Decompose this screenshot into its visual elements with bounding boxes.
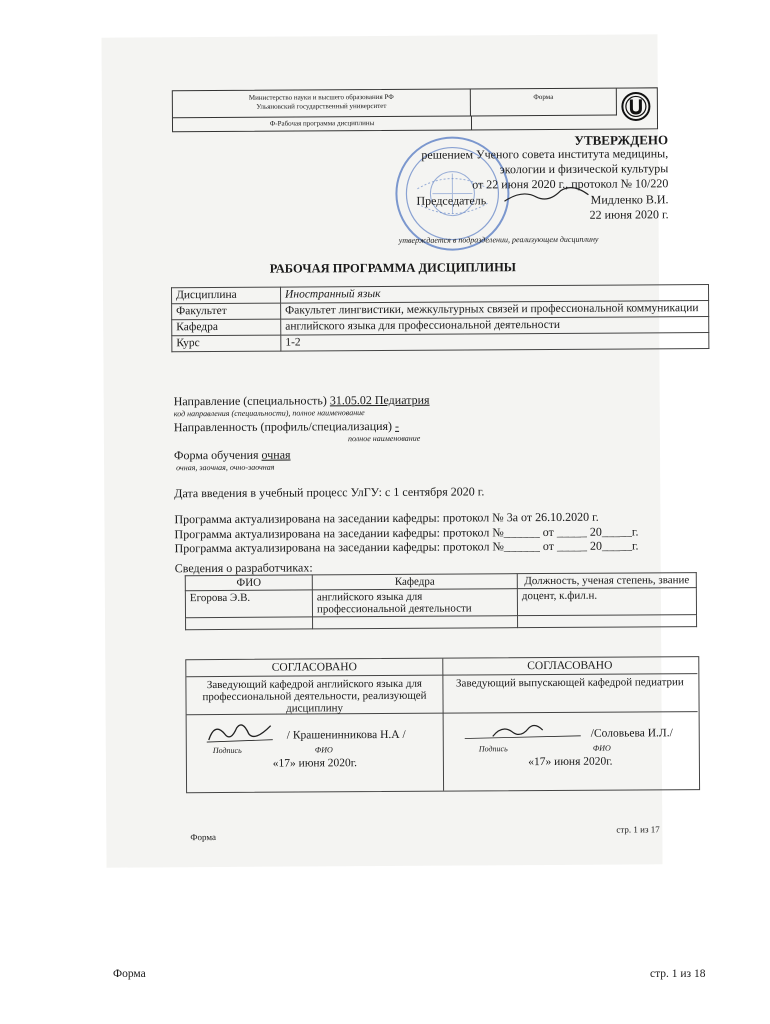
agreement-left-title: СОГЛАСОВАНО [186,659,442,678]
agreement-right-name: /Соловьева И.Л./ [590,727,673,740]
table-cell-value: 1-2 [281,333,709,352]
page-footer-page-number: стр. 1 из 18 [650,968,706,980]
table-cell-value: английского языка для профессиональной деятельности [281,317,709,336]
right-signature-icon [463,720,583,743]
profile-value: - [394,418,400,433]
approval-line-3: от 22 июня 2020 г., протокол № 10/220 [472,176,669,192]
document-title: РАБОЧАЯ ПРОГРАММА ДИСЦИПЛИНЫ [269,260,517,276]
column-header: Кафедра [312,574,517,590]
header-org-cell [173,89,471,118]
approval-line-2: экологии и физической культуры [499,161,669,177]
discipline-info-table [171,284,709,352]
agreement-right-fio-caption: ФИО [592,743,611,753]
intro-date: Дата введения в учебный процесс УлГУ: с 1 сентября 2020 г. [174,484,485,501]
update-line: Программа актуализирована на заседании кафедры: протокол №______ от _____ 20_____г. [174,523,639,541]
profile-label: Направленность (профиль/специализация) [173,418,393,435]
table-cell: Егорова Э.В. [185,590,312,618]
approval-caption: утверждается в подразделении, реализующем дисциплину [398,234,599,245]
profile-line [174,419,399,435]
approval-title: УТВЕРЖДЕНО [574,132,669,148]
approval-chair-label: Председатель [416,193,487,208]
ministry-text: Министерство науки и высшего образования РФ [248,92,394,102]
agreement-right-role: Заведующий выпускающей кафедрой педиатрии [442,674,697,714]
table-cell-label: Кафедра [172,319,281,336]
updates-block [174,509,638,555]
column-header: ФИО [185,575,312,591]
agreement-left-sign-caption: Подпись [212,745,242,756]
table-cell: английского языка для профессиональной деятельности [312,589,517,617]
header-form-cell: Форма [471,89,617,117]
university-text: Ульяновский государственный университет [256,101,387,111]
agreement-left-name: / Крашенинникова Н.А / [286,728,406,742]
study-form-line [174,448,291,464]
form-header [172,87,658,132]
page-footer-form: Форма [113,968,146,980]
developers-table [185,572,697,630]
direction-line [174,393,430,410]
developers-label: Сведения о разработчиках: [174,560,313,576]
update-line: Программа актуализирована на заседании кафедры: протокол №______ от _____ 20_____г. [174,538,639,556]
agreement-table [185,656,700,793]
direction-label: Направление (специальность) [173,393,327,409]
column-header: Должность, ученая степень, звание [517,573,696,589]
table-row [186,615,697,630]
table-cell [518,615,697,628]
table-row [172,333,709,352]
approval-chair-name: Мидленко В.И. [590,192,669,207]
table-cell-label: Факультет [172,303,281,320]
study-form-caption: очная, заочная, очно-заочная [176,462,275,473]
agreement-left-date: «17» июня 2020г. [272,757,358,770]
study-form-label: Форма обучения [173,447,259,463]
direction-caption: код направления (специальности), полное наименование [173,408,365,419]
direction-value: 31.05.02 Педиатрия [329,392,430,408]
agreement-right-title: СОГЛАСОВАНО [442,657,697,676]
approval-block [302,146,668,193]
table-cell [313,616,518,629]
header-doctype-cell: Ф-Рабочая программа дисциплины [173,116,472,131]
university-logo-icon [621,91,651,121]
profile-caption: полное наименование [347,433,421,444]
scanned-page [101,34,699,867]
table-cell-value: Иностранный язык [280,285,708,304]
study-form-value: очная [261,447,291,462]
agreement-right-date: «17» июня 2020г. [528,755,613,769]
inner-footer-form: Форма [190,832,216,843]
agreement-right-sign-caption: Подпись [478,744,508,754]
update-line: Программа актуализирована на заседании кафедры: протокол № 3а от 26.10.2020 г. [174,509,599,527]
table-cell-label: Курс [172,335,281,352]
approval-line-1: решением Ученого совета института медицины, [421,146,669,162]
approval-date: 22 июня 2020 г. [589,207,669,222]
agreement-left [186,659,444,793]
table-cell: доцент, к.фил.н. [517,588,696,616]
table-cell-value: Факультет лингвистики, межкультурных связей и профессиональной коммуникации [281,301,709,320]
inner-footer-page: стр. 1 из 17 [616,824,660,835]
table-cell-label: Дисциплина [171,287,280,304]
left-signature-icon [205,720,275,746]
agreement-right [442,657,698,791]
table-row [185,588,696,618]
agreement-left-fio-caption: ФИО [314,745,333,755]
agreement-left-role: Заведующий кафедрой английского языка для профессиональной деятельности, реализующей дисциплину [186,676,442,716]
table-cell [186,617,313,630]
